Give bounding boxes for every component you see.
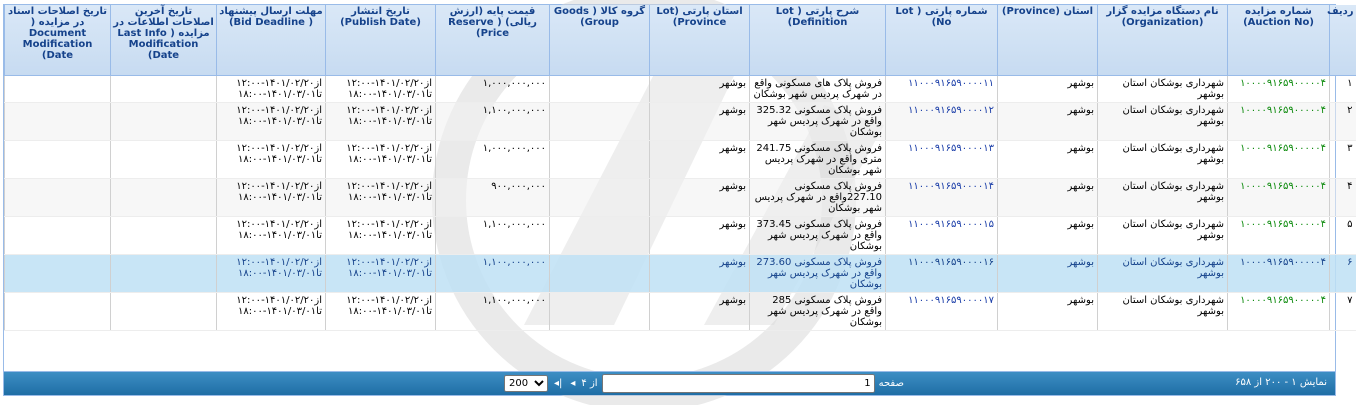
table-row[interactable]	[5, 217, 1356, 255]
row-number: ۵	[1330, 217, 1356, 255]
goods-group-cell	[550, 103, 650, 141]
lot-no-cell[interactable]: ۱۱۰۰۰۹۱۶۵۹۰۰۰۰۱۶	[886, 255, 998, 293]
organization-cell: شهرداری بوشکان استان بوشهر	[1098, 141, 1228, 179]
auction-no-cell[interactable]: ۱۰۰۰۰۹۱۶۵۹۰۰۰۰۰۴	[1228, 103, 1330, 141]
deadline-to: تا۱۴۰۱/۰۳/۰۱-۱۸:۰۰	[237, 154, 322, 165]
deadline-from: از۱۴۰۱/۰۲/۲۰-۱۲:۰۰	[236, 295, 322, 306]
lot-province-cell: بوشهر	[650, 179, 750, 217]
row-number: ۷	[1330, 293, 1356, 331]
row-number: ۶	[1330, 255, 1356, 293]
col-header-bid-deadline[interactable]: مهلت ارسال پیشنهاد ( Bid Deadline)	[217, 5, 326, 76]
auction-no-cell[interactable]: ۱۰۰۰۰۹۱۶۵۹۰۰۰۰۰۴	[1228, 179, 1330, 217]
deadline-to: تا۱۴۰۱/۰۳/۰۱-۱۸:۰۰	[237, 230, 322, 241]
reserve-price-cell: ۹۰۰,۰۰۰,۰۰۰	[436, 179, 550, 217]
doc-mod-cell	[5, 76, 111, 103]
bid-deadline-cell	[217, 293, 326, 331]
deadline-to: تا۱۴۰۱/۰۳/۰۱-۱۸:۰۰	[237, 192, 322, 203]
organization-cell: شهرداری بوشکان استان بوشهر	[1098, 255, 1228, 293]
lot-no-cell[interactable]: ۱۱۰۰۰۹۱۶۵۹۰۰۰۰۱۷	[886, 293, 998, 331]
goods-group-cell	[550, 255, 650, 293]
province-cell: بوشهر	[998, 76, 1098, 103]
publish-from: از۱۴۰۱/۰۲/۲۰-۱۲:۰۰	[346, 219, 432, 230]
col-header-goods-group[interactable]: گروه کالا ( Goods Group)	[550, 5, 650, 76]
goods-group-cell	[550, 217, 650, 255]
auction-no-cell[interactable]: ۱۰۰۰۰۹۱۶۵۹۰۰۰۰۰۴	[1228, 293, 1330, 331]
col-header-definition[interactable]: شرح پارتی ( Lot Definition)	[750, 5, 886, 76]
publish-from: از۱۴۰۱/۰۲/۲۰-۱۲:۰۰	[346, 143, 432, 154]
header-row	[5, 5, 1356, 76]
deadline-from: از۱۴۰۱/۰۲/۲۰-۱۲:۰۰	[236, 181, 322, 192]
lot-province-cell: بوشهر	[650, 255, 750, 293]
organization-cell: شهرداری بوشکان استان بوشهر	[1098, 293, 1228, 331]
organization-cell: شهرداری بوشکان استان بوشهر	[1098, 179, 1228, 217]
publish-to: تا۱۴۰۱/۰۳/۰۱-۱۸:۰۰	[347, 192, 432, 203]
row-number: ۱	[1330, 76, 1356, 103]
first-page-icon[interactable]: ◂|	[554, 378, 563, 389]
lot-province-cell: بوشهر	[650, 103, 750, 141]
publish-from: از۱۴۰۱/۰۲/۲۰-۱۲:۰۰	[346, 295, 432, 306]
col-header-reserve-price[interactable]: قیمت پایه (ارزش ریالی) ( Reserve Price)	[436, 5, 550, 76]
col-header-row[interactable]: ردیف	[1330, 5, 1356, 76]
lot-province-cell: بوشهر	[650, 293, 750, 331]
publish-date-cell	[326, 217, 436, 255]
col-header-lot-province[interactable]: استان پارتی (Lot Province)	[650, 5, 750, 76]
publish-date-cell	[326, 293, 436, 331]
last-info-mod-cell	[111, 217, 217, 255]
doc-mod-cell	[5, 293, 111, 331]
display-info: نمایش ۱ - ۲۰۰ از ۶۵۸	[1235, 377, 1327, 388]
publish-from: از۱۴۰۱/۰۲/۲۰-۱۲:۰۰	[346, 257, 432, 268]
row-number: ۴	[1330, 179, 1356, 217]
doc-mod-cell	[5, 179, 111, 217]
lot-no-cell[interactable]: ۱۱۰۰۰۹۱۶۵۹۰۰۰۰۱۵	[886, 217, 998, 255]
province-cell: بوشهر	[998, 141, 1098, 179]
publish-to: تا۱۴۰۱/۰۳/۰۱-۱۸:۰۰	[347, 116, 432, 127]
reserve-price-cell: ۱,۱۰۰,۰۰۰,۰۰۰	[436, 217, 550, 255]
deadline-to: تا۱۴۰۱/۰۳/۰۱-۱۸:۰۰	[237, 306, 322, 317]
deadline-from: از۱۴۰۱/۰۲/۲۰-۱۲:۰۰	[236, 257, 322, 268]
auction-no-cell[interactable]: ۱۰۰۰۰۹۱۶۵۹۰۰۰۰۰۴	[1228, 217, 1330, 255]
page-size-select[interactable]	[504, 375, 548, 392]
bid-deadline-cell	[217, 255, 326, 293]
last-info-mod-cell	[111, 103, 217, 141]
table-row[interactable]	[5, 103, 1356, 141]
reserve-price-cell: ۱,۱۰۰,۰۰۰,۰۰۰	[436, 255, 550, 293]
publish-from: از۱۴۰۱/۰۲/۲۰-۱۲:۰۰	[346, 181, 432, 192]
col-header-lot-no[interactable]: شماره پارتی ( Lot No)	[886, 5, 998, 76]
province-cell: بوشهر	[998, 179, 1098, 217]
auction-table	[4, 5, 1356, 331]
definition-cell: فروش پلاک مسکونی 373.45 واقع در شهرک پردیس شهر بوشکان	[750, 217, 886, 255]
definition-cell: فروش پلاک مسکونی 241.75 متری واقع در شهرک پردیس شهر بوشکان	[750, 141, 886, 179]
doc-mod-cell	[5, 103, 111, 141]
reserve-price-cell: ۱,۱۰۰,۰۰۰,۰۰۰	[436, 293, 550, 331]
publish-date-cell	[326, 103, 436, 141]
deadline-to: تا۱۴۰۱/۰۳/۰۱-۱۸:۰۰	[237, 116, 322, 127]
lot-no-cell[interactable]: ۱۱۰۰۰۹۱۶۵۹۰۰۰۰۱۴	[886, 179, 998, 217]
row-number: ۲	[1330, 103, 1356, 141]
definition-cell: فروش پلاک مسکونی 325.32 واقع در شهرک پردیس شهر بوشکان	[750, 103, 886, 141]
last-info-mod-cell	[111, 141, 217, 179]
publish-from: از۱۴۰۱/۰۲/۲۰-۱۲:۰۰	[346, 105, 432, 116]
lot-no-cell[interactable]: ۱۱۰۰۰۹۱۶۵۹۰۰۰۰۱۳	[886, 141, 998, 179]
lot-province-cell: بوشهر	[650, 217, 750, 255]
publish-date-cell	[326, 255, 436, 293]
publish-to: تا۱۴۰۱/۰۳/۰۱-۱۸:۰۰	[347, 89, 432, 100]
col-header-doc-mod[interactable]: تاریخ اصلاحات اسناد در مزایده ( Document Modification Date)	[5, 5, 111, 76]
bid-deadline-cell	[217, 179, 326, 217]
bid-deadline-cell	[217, 103, 326, 141]
bid-deadline-cell	[217, 217, 326, 255]
goods-group-cell	[550, 179, 650, 217]
table-row[interactable]	[5, 141, 1356, 179]
auction-grid	[3, 4, 1354, 396]
organization-cell: شهرداری بوشکان استان بوشهر	[1098, 76, 1228, 103]
bid-deadline-cell	[217, 141, 326, 179]
lot-no-cell[interactable]: ۱۱۰۰۰۹۱۶۵۹۰۰۰۰۱۱	[886, 76, 998, 103]
last-info-mod-cell	[111, 255, 217, 293]
definition-cell: فروش پلاک مسکونی 227.10واقع در شهرک پردیس شهر بوشکان	[750, 179, 886, 217]
last-info-mod-cell	[111, 293, 217, 331]
last-info-mod-cell	[111, 76, 217, 103]
page-label: صفحه	[878, 378, 904, 389]
reserve-price-cell: ۱,۰۰۰,۰۰۰,۰۰۰	[436, 76, 550, 103]
organization-cell: شهرداری بوشکان استان بوشهر	[1098, 103, 1228, 141]
deadline-to: تا۱۴۰۱/۰۳/۰۱-۱۸:۰۰	[237, 268, 322, 279]
pager-controls	[504, 374, 904, 393]
publish-to: تا۱۴۰۱/۰۳/۰۱-۱۸:۰۰	[347, 268, 432, 279]
deadline-from: از۱۴۰۱/۰۲/۲۰-۱۲:۰۰	[236, 105, 322, 116]
goods-group-cell	[550, 76, 650, 103]
province-cell: بوشهر	[998, 255, 1098, 293]
province-cell: بوشهر	[998, 103, 1098, 141]
definition-cell: فروش پلاک مسکونی 285 واقع در شهرک پردیس شهر بوشکان	[750, 293, 886, 331]
doc-mod-cell	[5, 217, 111, 255]
reserve-price-cell: ۱,۱۰۰,۰۰۰,۰۰۰	[436, 103, 550, 141]
publish-from: از۱۴۰۱/۰۲/۲۰-۱۲:۰۰	[346, 78, 432, 89]
deadline-from: از۱۴۰۱/۰۲/۲۰-۱۲:۰۰	[236, 219, 322, 230]
table-row[interactable]	[5, 293, 1356, 331]
goods-group-cell	[550, 293, 650, 331]
definition-cell: فروش پلاک های مسکونی واقع در شهرک پردیس شهر بوشکان	[750, 76, 886, 103]
bid-deadline-cell	[217, 76, 326, 103]
table-row[interactable]	[5, 179, 1356, 217]
prev-page-icon[interactable]: ◂	[570, 378, 576, 389]
auction-no-cell[interactable]: ۱۰۰۰۰۹۱۶۵۹۰۰۰۰۰۴	[1228, 76, 1330, 103]
page-number-input[interactable]	[602, 374, 875, 393]
last-info-mod-cell	[111, 179, 217, 217]
lot-no-cell[interactable]: ۱۱۰۰۰۹۱۶۵۹۰۰۰۰۱۲	[886, 103, 998, 141]
col-header-province[interactable]: استان (Province)	[998, 5, 1098, 76]
col-header-publish-date[interactable]: تاریخ انتشار (Publish Date)	[326, 5, 436, 76]
deadline-from: از۱۴۰۱/۰۲/۲۰-۱۲:۰۰	[236, 143, 322, 154]
doc-mod-cell	[5, 141, 111, 179]
province-cell: بوشهر	[998, 217, 1098, 255]
doc-mod-cell	[5, 255, 111, 293]
paging-toolbar	[4, 371, 1335, 395]
lot-province-cell: بوشهر	[650, 141, 750, 179]
deadline-to: تا۱۴۰۱/۰۳/۰۱-۱۸:۰۰	[237, 89, 322, 100]
publish-to: تا۱۴۰۱/۰۳/۰۱-۱۸:۰۰	[347, 306, 432, 317]
organization-cell: شهرداری بوشکان استان بوشهر	[1098, 217, 1228, 255]
publish-date-cell	[326, 141, 436, 179]
col-header-organization[interactable]: نام دستگاه مزایده گزار (Organization)	[1098, 5, 1228, 76]
table-row[interactable]	[5, 255, 1356, 293]
publish-date-cell	[326, 76, 436, 103]
lot-province-cell: بوشهر	[650, 76, 750, 103]
col-header-auction-no[interactable]: شماره مزایده (Auction No)	[1228, 5, 1330, 76]
auction-no-cell[interactable]: ۱۰۰۰۰۹۱۶۵۹۰۰۰۰۰۴	[1228, 255, 1330, 293]
reserve-price-cell: ۱,۰۰۰,۰۰۰,۰۰۰	[436, 141, 550, 179]
definition-cell: فروش پلاک مسکونی 273.60 واقع در شهرک پردیس شهر بوشکان	[750, 255, 886, 293]
publish-to: تا۱۴۰۱/۰۳/۰۱-۱۸:۰۰	[347, 230, 432, 241]
page-count-label: از ۴	[581, 378, 598, 389]
table-row[interactable]	[5, 76, 1356, 103]
publish-date-cell	[326, 179, 436, 217]
row-number: ۳	[1330, 141, 1356, 179]
province-cell: بوشهر	[998, 293, 1098, 331]
auction-no-cell[interactable]: ۱۰۰۰۰۹۱۶۵۹۰۰۰۰۰۴	[1228, 141, 1330, 179]
col-header-last-info-mod[interactable]: تاریخ آخرین اصلاحات اطلاعات در مزایده ( Last Info Modification Date)	[111, 5, 217, 76]
deadline-from: از۱۴۰۱/۰۲/۲۰-۱۲:۰۰	[236, 78, 322, 89]
goods-group-cell	[550, 141, 650, 179]
publish-to: تا۱۴۰۱/۰۳/۰۱-۱۸:۰۰	[347, 154, 432, 165]
